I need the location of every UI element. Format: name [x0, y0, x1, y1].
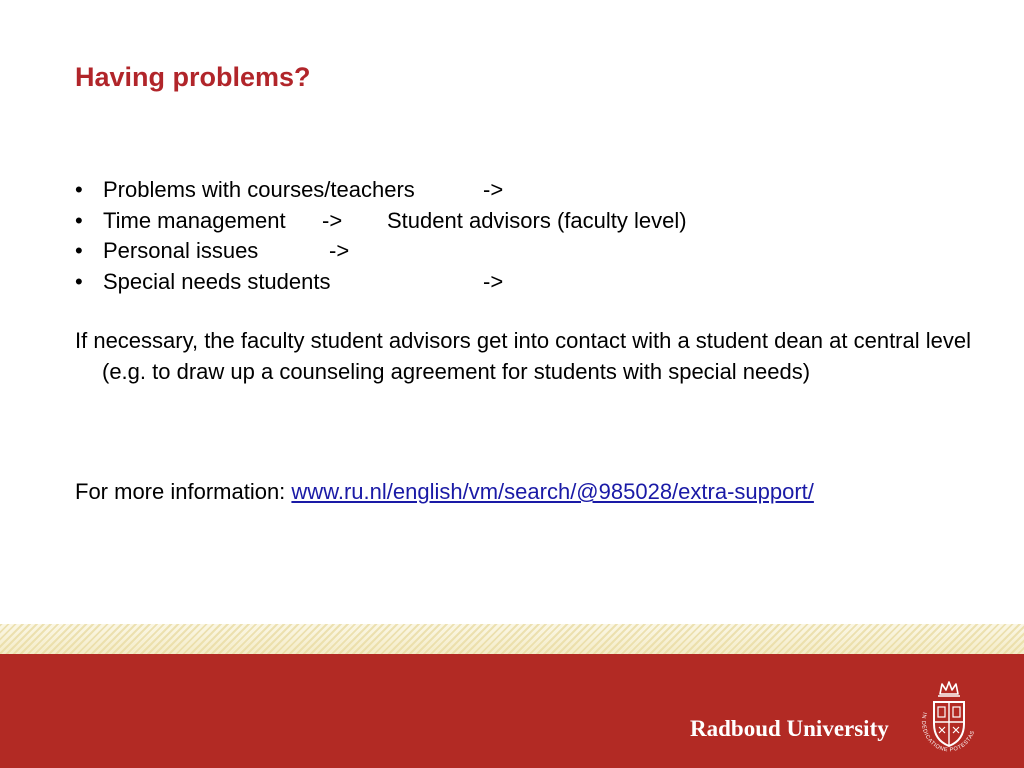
- arrow: ->: [483, 268, 504, 294]
- bullet-marker: •: [75, 238, 83, 263]
- bullet-marker: •: [75, 207, 83, 233]
- decorative-stripe: [0, 624, 1024, 654]
- advisor-paragraph: If necessary, the faculty student advisors get into contact with a student dean at central level (e.g. to draw up a counseling agreement for students with special needs): [75, 328, 971, 384]
- bullet-text: Time management: [103, 207, 286, 233]
- arrow: ->: [322, 207, 343, 233]
- seal-motto: IN DEDICATIONE POTESTAS: [919, 711, 977, 754]
- brand-name: Radboud University: [690, 716, 889, 741]
- more-info-label: For more information:: [75, 479, 286, 504]
- bullet-marker: •: [75, 268, 83, 294]
- arrow: ->: [483, 177, 504, 202]
- university-seal-icon: [916, 680, 982, 762]
- bullet-text: Problems with courses/teachers: [103, 177, 415, 202]
- slide-title: Having problems?: [75, 62, 311, 92]
- arrow: ->: [329, 238, 350, 263]
- bullet-text: Personal issues: [103, 238, 259, 263]
- bullet-marker: •: [75, 177, 83, 202]
- more-info-link[interactable]: www.ru.nl/english/vm/search/@985028/extra-support/: [291, 479, 814, 504]
- bullet-text: Special needs students: [103, 268, 331, 294]
- more-info: [75, 477, 814, 507]
- footer-band: [0, 654, 1024, 768]
- advisor-target: Student advisors (faculty level): [387, 207, 687, 233]
- svg-text:IN DEDICATIONE POTESTAS: [920, 712, 977, 754]
